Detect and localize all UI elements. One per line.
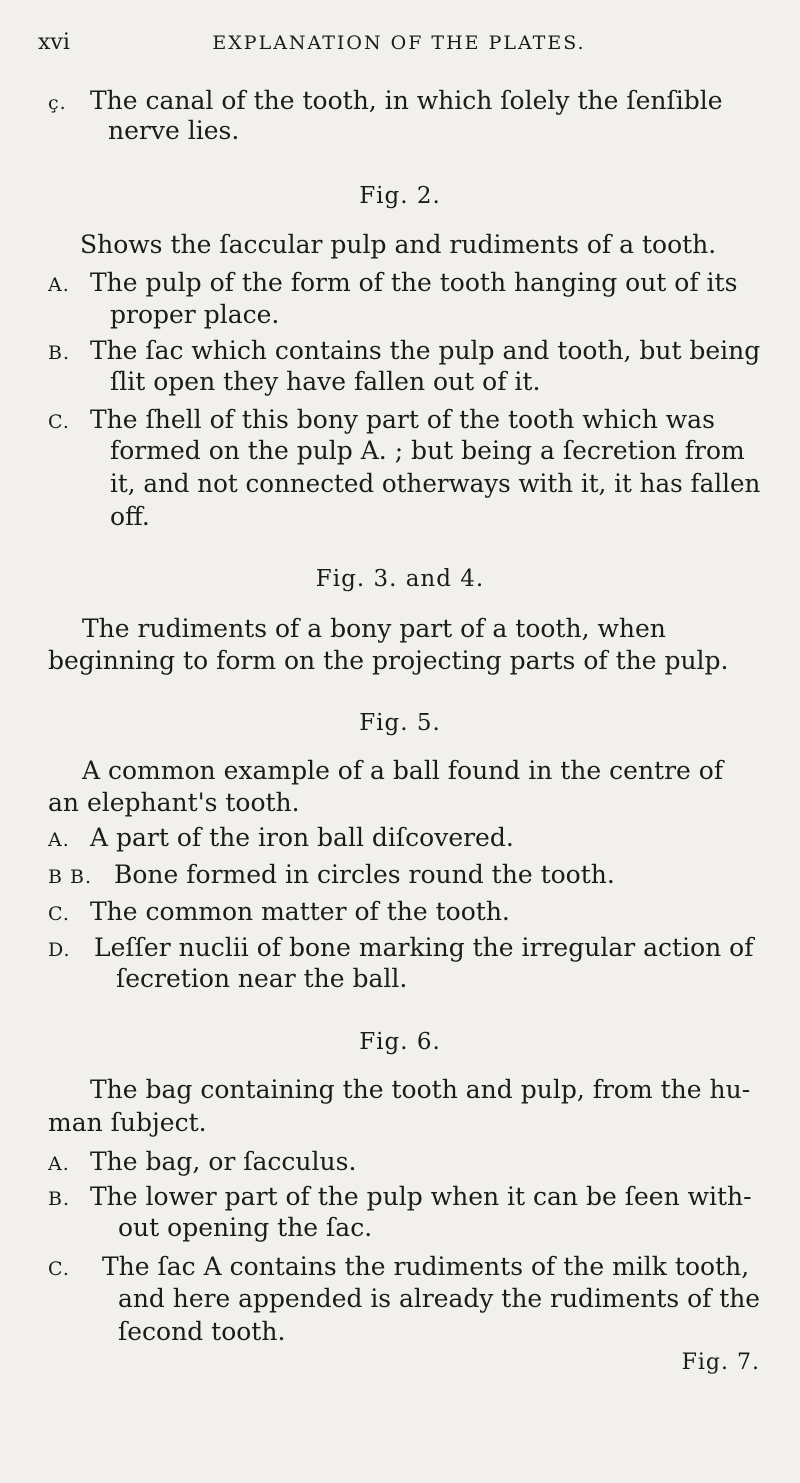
plate-entry bbox=[48, 1252, 749, 1284]
text-line: Shows the ſaccular pulp and rudiments of a tooth. bbox=[80, 230, 717, 259]
text-line: The rudiments of a bony part of a tooth, when bbox=[82, 614, 666, 643]
entry-text: Bone formed in circles round the tooth. bbox=[114, 860, 615, 889]
entry-letter: D. bbox=[48, 939, 71, 961]
figure-heading: Fig. 5. bbox=[359, 710, 441, 736]
entry-text: The canal of the tooth, in which ſolely the ſenſible bbox=[90, 86, 723, 115]
text-line: ſecretion near the ball. bbox=[116, 964, 408, 993]
plate-entry bbox=[48, 1182, 752, 1214]
page-number: xvi bbox=[38, 30, 70, 55]
entry-text: A part of the iron ball diſcovered. bbox=[90, 823, 514, 852]
text-line: proper place. bbox=[110, 300, 280, 329]
text-line: beginning to form on the projecting parts of the pulp. bbox=[48, 646, 729, 675]
text-line: man ſubject. bbox=[48, 1108, 207, 1137]
plate-entry bbox=[48, 823, 514, 855]
text-line: off. bbox=[110, 502, 150, 531]
catchword: Fig. 7. bbox=[681, 1350, 760, 1375]
text-line: A common example of a ball found in the centre of bbox=[82, 756, 724, 785]
entry-text: The pulp of the form of the tooth hanging out of its bbox=[90, 268, 738, 297]
text-line: ſecond tooth. bbox=[118, 1317, 286, 1346]
entry-letter: B. bbox=[48, 342, 70, 364]
plate-entry bbox=[48, 933, 753, 965]
figure-heading: Fig. 6. bbox=[359, 1029, 441, 1055]
plate-entry bbox=[48, 405, 715, 437]
entry-letter: A. bbox=[48, 1153, 70, 1175]
running-title: EXPLANATION OF THE PLATES. bbox=[212, 32, 586, 54]
entry-letter: C. bbox=[48, 903, 70, 925]
plate-entry bbox=[48, 86, 723, 118]
entry-letter: B B. bbox=[48, 866, 93, 888]
text-line: nerve lies. bbox=[108, 116, 240, 145]
plate-entry bbox=[48, 860, 615, 892]
entry-letter: A. bbox=[48, 274, 70, 296]
entry-text: Leſſer nuclii of bone marking the irregular action of bbox=[94, 933, 754, 962]
entry-text: The ſhell of this bony part of the tooth which was bbox=[90, 405, 715, 434]
text-line: ſlit open they have fallen out of it. bbox=[110, 367, 541, 396]
entry-text: The lower part of the pulp when it can be ſeen with- bbox=[90, 1182, 752, 1211]
entry-letter: B. bbox=[48, 1188, 71, 1210]
page-header bbox=[38, 30, 760, 60]
plate-entry bbox=[48, 268, 737, 300]
entry-letter: A. bbox=[48, 829, 70, 851]
figure-heading: Fig. 2. bbox=[359, 183, 441, 209]
entry-text: The ſac which contains the pulp and tooth, but being bbox=[89, 336, 761, 365]
figure-heading: Fig. 3. and 4. bbox=[315, 566, 485, 592]
plate-entry bbox=[48, 1147, 356, 1179]
entry-letter: C. bbox=[48, 411, 70, 433]
plate-entry bbox=[48, 897, 510, 929]
text-line: out opening the ſac. bbox=[118, 1213, 373, 1242]
entry-text: The bag, or ſacculus. bbox=[90, 1147, 357, 1176]
text-line: an elephant's tooth. bbox=[48, 788, 300, 817]
text-line: it, and not connected otherways with it, it has fallen bbox=[110, 469, 761, 498]
entry-letter: ç. bbox=[48, 92, 67, 114]
text-line: formed on the pulp A. ; but being a ſecretion from bbox=[110, 436, 745, 465]
entry-text: The common matter of the tooth. bbox=[90, 897, 510, 926]
plate-entry bbox=[48, 336, 760, 368]
text-line: and here appended is already the rudiments of the bbox=[118, 1284, 761, 1313]
entry-letter: C. bbox=[48, 1258, 70, 1280]
entry-text: The ſac A contains the rudiments of the milk tooth, bbox=[102, 1252, 750, 1281]
text-line: The bag containing the tooth and pulp, from the hu- bbox=[90, 1075, 751, 1104]
